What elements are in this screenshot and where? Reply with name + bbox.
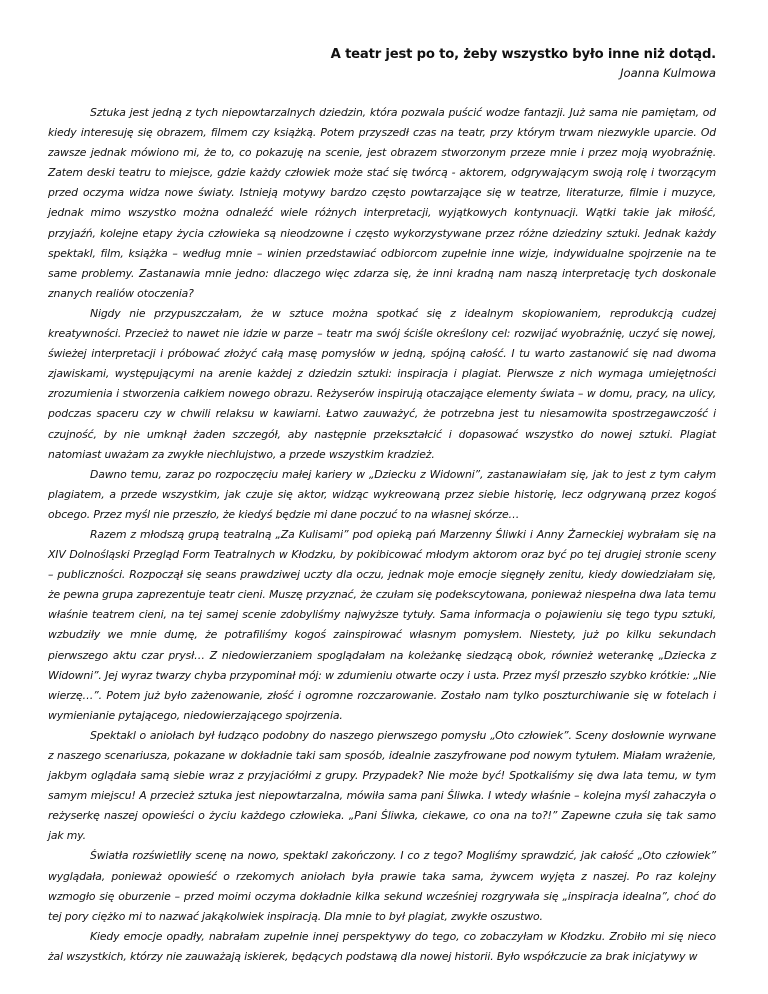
paragraph-7: Kiedy emocje opadły, nabrałam zupełnie innej perspektywy do tego, co zobaczyłam w Kłodzku. Zrobiło mi się nieco żal wszystkich, którzy nie zauważają iskierek, będących podstawą dla nowej historii. Było współczucie za brak inicjatywy w bbox=[48, 929, 716, 963]
paragraph-6: Światła rozświetliły scenę na nowo, spektakl zakończony. I co z tego? Mogliśmy sprawdzić, jak całość „Oto człowiek” wyglądała, ponieważ opowieść o rzekomych aniołach była prawie taka sama, żywcem wyjęta z naszej. Po raz kolejny wzmogło się oburzenie – przed moimi oczyma dokładnie kilka sekund wcześniej rozgrywała się „inspiracja idealna”, choć do tej pory ciężko mi to nazwać jakąkolwiek inspiracją. Dla mnie to był plagiat, zwykłe oszustwo. bbox=[48, 849, 716, 923]
paragraph-5: Spektakl o aniołach był łudząco podobny do naszego pierwszego pomysłu „Oto człowiek”. Sceny dosłownie wyrwane z naszego scenariusza, pokazane w dokładnie taki sam sposób, idealnie zaszyfrowane pod nowym tytułem. Miałam wrażenie, jakbym oglądała samą siebie wraz z przyjaciółmi z grupy. Przypadek? Nie może być! Spotkaliśmy się dwa lata temu, w tym samym miejscu! A przecież sztuka jest niepowtarzalna, mówiła sama pani Śliwka. I wtedy właśnie – kolejna myśl zahaczyła o reżyserkę naszej opowieści o życiu każdego człowieka. „Pani Śliwka, ciekawe, co ona na to?!” Zapewne czuła się tak samo jak my. bbox=[48, 728, 716, 843]
paragraph-1: Sztuka jest jedną z tych niepowtarzalnych dziedzin, która pozwala puścić wodze fantazji. Już sama nie pamiętam, od kiedy interesuję się obrazem, filmem czy książką. Potem przyszedł czas na teatr, przy którym trwam niezwykle uparcie. Od zawsze jednak mówiono mi, że to, co pokazuję na scenie, jest obrazem stworzonym przeze mnie i przez moją wyobraźnię. Zatem deski teatru to miejsce, gdzie każdy człowiek może stać się twórcą - aktorem, odgrywającym swoją rolę i tworzącym przed oczyma widza nowe światy. Istnieją motywy bardzo często powtarzające się w teatrze, literaturze, filmie i muzyce, jednak mimo wszystko można odnaleźć wiele różnych interpretacji, wyjątkowych kontynuacji. Wątki takie jak miłość, przyjaźń, kolejne etapy życia człowieka są nieodzowne i często wykorzystywane przez różne dziedziny sztuki. Jednak każdy spektakl, film, książka – według mnie – winien przedstawiać odbiorcom zupełnie inne wizje, indywidualne spojrzenie na te same problemy. Zastanawia mnie jedno: dlaczego więc zdarza się, że inni kradną nam naszą interpretację tych doskonale znanych realiów otoczenia? bbox=[48, 106, 716, 300]
essay-title: A teatr jest po to, żeby wszystko było inne niż dotąd. bbox=[330, 47, 716, 62]
paragraph-3: Dawno temu, zaraz po rozpoczęciu małej kariery w „Dziecku z Widowni”, zastanawiałam się, jak to jest z tym całym plagiatem, a przede wszystkim, jak czuje się aktor, widząc wykreowaną przez siebie historię, lecz odgrywaną przez kogoś obcego. Przez myśl nie przeszło, że kiedyś będzie mi dane poczuć to na własnej skórze… bbox=[48, 467, 716, 521]
quote-author: Joanna Kulmowa bbox=[620, 66, 716, 80]
paragraph-4: Razem z młodszą grupą teatralną „Za Kulisami” pod opieką pań Marzenny Śliwki i Anny Żarneckiej wybrałam się na XIV Dolnośląski Przegląd Form Teatralnych w Kłodzku, by pokibicować młodym aktorom oraz być po tej drugiej stronie sceny – publiczności. Rozpoczął się seans prawdziwej uczty dla oczu, jednak moje emocje sięgnęły zenitu, kiedy dowiedziałam się, że pewna grupa zaprezentuje teatr cieni. Muszę przyznać, że czułam się podekscytowana, ponieważ niespełna dwa lata temu właśnie teatrem cieni, na tej samej scenie zdobyliśmy najwyższe tytuły. Sama informacja o pojawieniu się tego typu sztuki, wzbudziły we mnie dumę, że potrafiliśmy kogoś zainspirować własnym pomysłem. Niestety, już po kilku sekundach pierwszego aktu czar prysł… Z niedowierzaniem spoglądałam na koleżankę siedzącą obok, również weterankę „Dziecka z Widowni”. Jej wyraz twarzy chyba przypominał mój: w zdumieniu otwarte oczy i usta. Przez myśl przeszło szybko krótkie: „Nie wierzę…”. Potem już było zażenowanie, złość i ogromne rozczarowanie. Zostało nam tylko poszturchiwanie się w fotelach i wymienianie pytającego, niedowierzającego spojrzenia. bbox=[48, 527, 716, 722]
essay-body bbox=[48, 103, 716, 967]
paragraph-2: Nigdy nie przypuszczałam, że w sztuce można spotkać się z idealnym skopiowaniem, reprodukcją cudzej kreatywności. Przecież to nawet nie idzie w parze – teatr ma swój ściśle określony cel: rozwijać wyobraźnię, uczyć się nowej, świeżej interpretacji i próbować złożyć całą masę pomysłów w jedną, spójną całość. I tu warto zastanowić się nad dwoma zjawiskami, występującymi na arenie każdej z dziedzin sztuki: inspiracja i plagiat. Pierwsze z nich wymaga umiejętności zrozumienia i stworzenia całkiem nowego obrazu. Reżyserów inspirują otaczające elementy świata – w domu, pracy, na ulicy, podczas spaceru czy w chwili relaksu w kawiarni. Łatwo zauważyć, że potrzebna jest tu niesamowita spostrzegawczość i czujność, by nie umknął żaden szczegół, aby następnie przekształcić i dopasować wszystko do nowej sztuki. Plagiat natomiast uważam za zwykłe niechlujstwo, a przede wszystkim kradzież. bbox=[48, 306, 716, 461]
